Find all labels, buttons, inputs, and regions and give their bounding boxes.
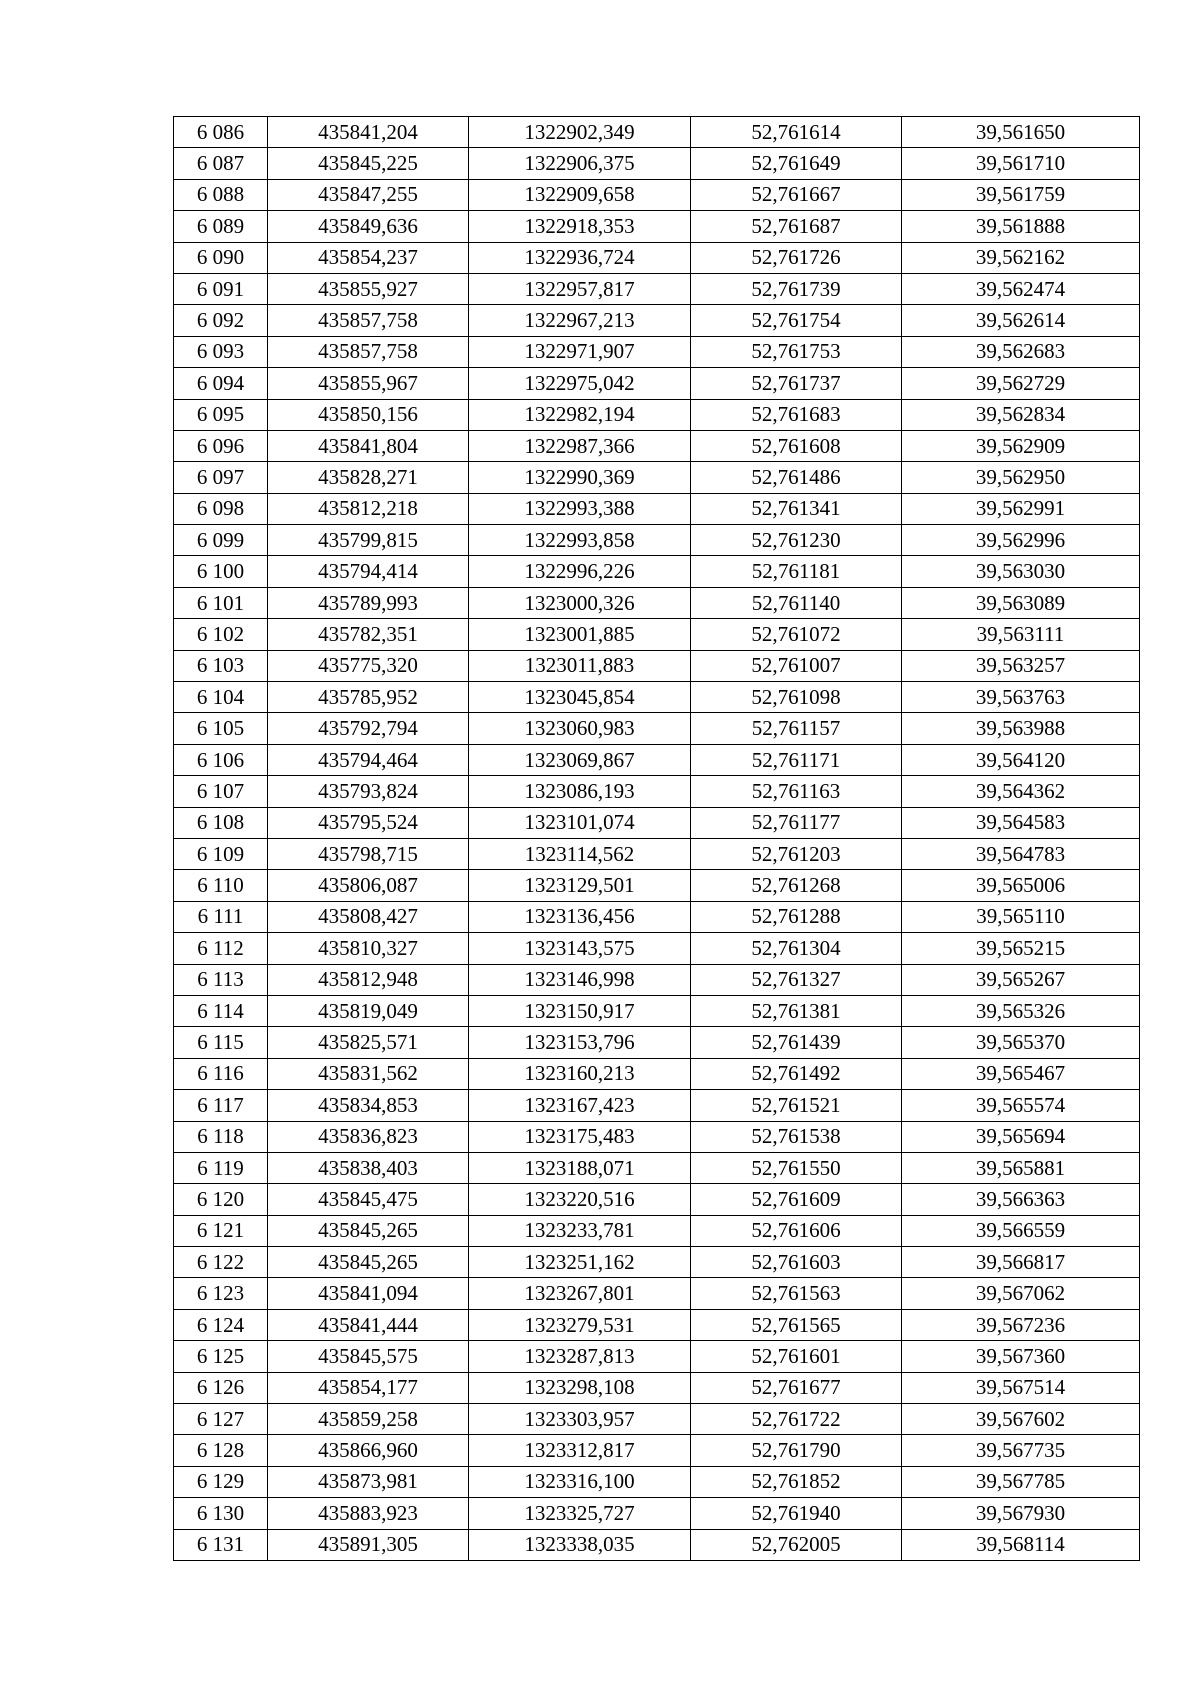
- table-row: [174, 1341, 1140, 1372]
- longitude-cell: 39,563988: [902, 713, 1140, 744]
- longitude-cell: 39,568114: [902, 1529, 1140, 1560]
- table-row: [174, 682, 1140, 713]
- x-coordinate-cell: 435845,225: [268, 148, 469, 179]
- x-coordinate-cell: 435836,823: [268, 1121, 469, 1152]
- point-number-cell: 6 104: [174, 682, 268, 713]
- x-coordinate-cell: 435891,305: [268, 1529, 469, 1560]
- x-coordinate-cell: 435854,237: [268, 242, 469, 273]
- x-coordinate-cell: 435794,464: [268, 744, 469, 775]
- latitude-cell: 52,761157: [691, 713, 902, 744]
- table-row: [174, 964, 1140, 995]
- y-coordinate-cell: 1323316,100: [469, 1466, 691, 1497]
- x-coordinate-cell: 435855,927: [268, 273, 469, 304]
- latitude-cell: 52,761230: [691, 525, 902, 556]
- latitude-cell: 52,761171: [691, 744, 902, 775]
- point-number-cell: 6 126: [174, 1372, 268, 1403]
- table-row: [174, 430, 1140, 461]
- y-coordinate-cell: 1322987,366: [469, 430, 691, 461]
- table-row: [174, 838, 1140, 869]
- table-row: [174, 995, 1140, 1026]
- x-coordinate-cell: 435841,204: [268, 117, 469, 148]
- table-row: [174, 399, 1140, 430]
- longitude-cell: 39,561710: [902, 148, 1140, 179]
- y-coordinate-cell: 1323338,035: [469, 1529, 691, 1560]
- longitude-cell: 39,564583: [902, 807, 1140, 838]
- table-row: [174, 1278, 1140, 1309]
- x-coordinate-cell: 435794,414: [268, 556, 469, 587]
- longitude-cell: 39,563030: [902, 556, 1140, 587]
- y-coordinate-cell: 1323160,213: [469, 1058, 691, 1089]
- x-coordinate-cell: 435857,758: [268, 305, 469, 336]
- y-coordinate-cell: 1323153,796: [469, 1027, 691, 1058]
- latitude-cell: 52,761852: [691, 1466, 902, 1497]
- longitude-cell: 39,565467: [902, 1058, 1140, 1089]
- longitude-cell: 39,564783: [902, 838, 1140, 869]
- latitude-cell: 52,761667: [691, 179, 902, 210]
- x-coordinate-cell: 435866,960: [268, 1435, 469, 1466]
- point-number-cell: 6 088: [174, 179, 268, 210]
- latitude-cell: 52,761341: [691, 493, 902, 524]
- y-coordinate-cell: 1322918,353: [469, 211, 691, 242]
- table-row: [174, 1090, 1140, 1121]
- longitude-cell: 39,566363: [902, 1184, 1140, 1215]
- longitude-cell: 39,565694: [902, 1121, 1140, 1152]
- table-row: [174, 1184, 1140, 1215]
- y-coordinate-cell: 1323287,813: [469, 1341, 691, 1372]
- table-row: [174, 242, 1140, 273]
- point-number-cell: 6 098: [174, 493, 268, 524]
- y-coordinate-cell: 1323188,071: [469, 1152, 691, 1183]
- table-row: [174, 713, 1140, 744]
- longitude-cell: 39,561759: [902, 179, 1140, 210]
- y-coordinate-cell: 1323251,162: [469, 1247, 691, 1278]
- x-coordinate-cell: 435855,967: [268, 368, 469, 399]
- y-coordinate-cell: 1322993,388: [469, 493, 691, 524]
- table-row: [174, 1247, 1140, 1278]
- table-row: [174, 273, 1140, 304]
- y-coordinate-cell: 1322996,226: [469, 556, 691, 587]
- table-row: [174, 556, 1140, 587]
- longitude-cell: 39,566817: [902, 1247, 1140, 1278]
- y-coordinate-cell: 1323114,562: [469, 838, 691, 869]
- longitude-cell: 39,564362: [902, 776, 1140, 807]
- point-number-cell: 6 106: [174, 744, 268, 775]
- longitude-cell: 39,562909: [902, 430, 1140, 461]
- latitude-cell: 52,761550: [691, 1152, 902, 1183]
- y-coordinate-cell: 1323045,854: [469, 682, 691, 713]
- table-row: [174, 744, 1140, 775]
- table-row: [174, 179, 1140, 210]
- y-coordinate-cell: 1323000,326: [469, 587, 691, 618]
- point-number-cell: 6 124: [174, 1309, 268, 1340]
- latitude-cell: 52,761288: [691, 901, 902, 932]
- longitude-cell: 39,562834: [902, 399, 1140, 430]
- y-coordinate-cell: 1322967,213: [469, 305, 691, 336]
- x-coordinate-cell: 435808,427: [268, 901, 469, 932]
- longitude-cell: 39,563111: [902, 619, 1140, 650]
- latitude-cell: 52,761737: [691, 368, 902, 399]
- y-coordinate-cell: 1322993,858: [469, 525, 691, 556]
- table-row: [174, 1121, 1140, 1152]
- x-coordinate-cell: 435838,403: [268, 1152, 469, 1183]
- y-coordinate-cell: 1322957,817: [469, 273, 691, 304]
- point-number-cell: 6 097: [174, 462, 268, 493]
- x-coordinate-cell: 435845,265: [268, 1247, 469, 1278]
- latitude-cell: 52,761163: [691, 776, 902, 807]
- point-number-cell: 6 093: [174, 336, 268, 367]
- point-number-cell: 6 105: [174, 713, 268, 744]
- latitude-cell: 52,761753: [691, 336, 902, 367]
- point-number-cell: 6 122: [174, 1247, 268, 1278]
- latitude-cell: 52,761606: [691, 1215, 902, 1246]
- x-coordinate-cell: 435873,981: [268, 1466, 469, 1497]
- point-number-cell: 6 113: [174, 964, 268, 995]
- table-row: [174, 1529, 1140, 1560]
- x-coordinate-cell: 435798,715: [268, 838, 469, 869]
- table-row: [174, 1215, 1140, 1246]
- x-coordinate-cell: 435841,804: [268, 430, 469, 461]
- table-row: [174, 493, 1140, 524]
- y-coordinate-cell: 1323298,108: [469, 1372, 691, 1403]
- latitude-cell: 52,761492: [691, 1058, 902, 1089]
- x-coordinate-cell: 435847,255: [268, 179, 469, 210]
- y-coordinate-cell: 1323086,193: [469, 776, 691, 807]
- point-number-cell: 6 121: [174, 1215, 268, 1246]
- point-number-cell: 6 109: [174, 838, 268, 869]
- longitude-cell: 39,562729: [902, 368, 1140, 399]
- table-row: [174, 368, 1140, 399]
- longitude-cell: 39,567735: [902, 1435, 1140, 1466]
- latitude-cell: 52,761268: [691, 870, 902, 901]
- coordinates-table-body: [174, 117, 1140, 1561]
- table-row: [174, 933, 1140, 964]
- y-coordinate-cell: 1323233,781: [469, 1215, 691, 1246]
- latitude-cell: 52,761677: [691, 1372, 902, 1403]
- table-row: [174, 525, 1140, 556]
- latitude-cell: 52,761754: [691, 305, 902, 336]
- table-row: [174, 211, 1140, 242]
- latitude-cell: 52,761486: [691, 462, 902, 493]
- x-coordinate-cell: 435883,923: [268, 1498, 469, 1529]
- point-number-cell: 6 100: [174, 556, 268, 587]
- table-row: [174, 1152, 1140, 1183]
- y-coordinate-cell: 1323143,575: [469, 933, 691, 964]
- x-coordinate-cell: 435819,049: [268, 995, 469, 1026]
- point-number-cell: 6 089: [174, 211, 268, 242]
- table-row: [174, 462, 1140, 493]
- latitude-cell: 52,761790: [691, 1435, 902, 1466]
- table-row: [174, 807, 1140, 838]
- point-number-cell: 6 116: [174, 1058, 268, 1089]
- x-coordinate-cell: 435845,475: [268, 1184, 469, 1215]
- x-coordinate-cell: 435812,218: [268, 493, 469, 524]
- latitude-cell: 52,761098: [691, 682, 902, 713]
- y-coordinate-cell: 1322936,724: [469, 242, 691, 273]
- longitude-cell: 39,567602: [902, 1404, 1140, 1435]
- y-coordinate-cell: 1323146,998: [469, 964, 691, 995]
- table-row: [174, 776, 1140, 807]
- point-number-cell: 6 128: [174, 1435, 268, 1466]
- y-coordinate-cell: 1323136,456: [469, 901, 691, 932]
- point-number-cell: 6 095: [174, 399, 268, 430]
- table-row: [174, 305, 1140, 336]
- latitude-cell: 52,761565: [691, 1309, 902, 1340]
- y-coordinate-cell: 1323279,531: [469, 1309, 691, 1340]
- point-number-cell: 6 103: [174, 650, 268, 681]
- longitude-cell: 39,567514: [902, 1372, 1140, 1403]
- longitude-cell: 39,561650: [902, 117, 1140, 148]
- y-coordinate-cell: 1323150,917: [469, 995, 691, 1026]
- x-coordinate-cell: 435810,327: [268, 933, 469, 964]
- y-coordinate-cell: 1323060,983: [469, 713, 691, 744]
- latitude-cell: 52,761609: [691, 1184, 902, 1215]
- y-coordinate-cell: 1323267,801: [469, 1278, 691, 1309]
- point-number-cell: 6 123: [174, 1278, 268, 1309]
- longitude-cell: 39,563089: [902, 587, 1140, 618]
- latitude-cell: 52,761614: [691, 117, 902, 148]
- x-coordinate-cell: 435845,265: [268, 1215, 469, 1246]
- y-coordinate-cell: 1323220,516: [469, 1184, 691, 1215]
- y-coordinate-cell: 1322990,369: [469, 462, 691, 493]
- y-coordinate-cell: 1323325,727: [469, 1498, 691, 1529]
- latitude-cell: 52,761722: [691, 1404, 902, 1435]
- point-number-cell: 6 120: [174, 1184, 268, 1215]
- y-coordinate-cell: 1323312,817: [469, 1435, 691, 1466]
- point-number-cell: 6 111: [174, 901, 268, 932]
- y-coordinate-cell: 1322982,194: [469, 399, 691, 430]
- point-number-cell: 6 119: [174, 1152, 268, 1183]
- y-coordinate-cell: 1322906,375: [469, 148, 691, 179]
- longitude-cell: 39,562991: [902, 493, 1140, 524]
- point-number-cell: 6 125: [174, 1341, 268, 1372]
- x-coordinate-cell: 435825,571: [268, 1027, 469, 1058]
- longitude-cell: 39,567360: [902, 1341, 1140, 1372]
- latitude-cell: 52,761304: [691, 933, 902, 964]
- latitude-cell: 52,761649: [691, 148, 902, 179]
- longitude-cell: 39,565881: [902, 1152, 1140, 1183]
- x-coordinate-cell: 435806,087: [268, 870, 469, 901]
- y-coordinate-cell: 1323167,423: [469, 1090, 691, 1121]
- table-row: [174, 901, 1140, 932]
- point-number-cell: 6 086: [174, 117, 268, 148]
- point-number-cell: 6 090: [174, 242, 268, 273]
- x-coordinate-cell: 435792,794: [268, 713, 469, 744]
- point-number-cell: 6 094: [174, 368, 268, 399]
- table-row: [174, 1435, 1140, 1466]
- x-coordinate-cell: 435831,562: [268, 1058, 469, 1089]
- point-number-cell: 6 101: [174, 587, 268, 618]
- point-number-cell: 6 108: [174, 807, 268, 838]
- x-coordinate-cell: 435834,853: [268, 1090, 469, 1121]
- y-coordinate-cell: 1322975,042: [469, 368, 691, 399]
- point-number-cell: 6 130: [174, 1498, 268, 1529]
- table-row: [174, 148, 1140, 179]
- longitude-cell: 39,566559: [902, 1215, 1140, 1246]
- table-row: [174, 587, 1140, 618]
- latitude-cell: 52,762005: [691, 1529, 902, 1560]
- latitude-cell: 52,761381: [691, 995, 902, 1026]
- latitude-cell: 52,761683: [691, 399, 902, 430]
- latitude-cell: 52,761521: [691, 1090, 902, 1121]
- x-coordinate-cell: 435828,271: [268, 462, 469, 493]
- point-number-cell: 6 096: [174, 430, 268, 461]
- latitude-cell: 52,761608: [691, 430, 902, 461]
- coordinates-table: [173, 116, 1140, 1561]
- latitude-cell: 52,761007: [691, 650, 902, 681]
- table-row: [174, 1309, 1140, 1340]
- table-row: [174, 1466, 1140, 1497]
- y-coordinate-cell: 1322902,349: [469, 117, 691, 148]
- longitude-cell: 39,563763: [902, 682, 1140, 713]
- x-coordinate-cell: 435799,815: [268, 525, 469, 556]
- point-number-cell: 6 129: [174, 1466, 268, 1497]
- longitude-cell: 39,565326: [902, 995, 1140, 1026]
- point-number-cell: 6 115: [174, 1027, 268, 1058]
- latitude-cell: 52,761739: [691, 273, 902, 304]
- latitude-cell: 52,761563: [691, 1278, 902, 1309]
- latitude-cell: 52,761687: [691, 211, 902, 242]
- longitude-cell: 39,565574: [902, 1090, 1140, 1121]
- longitude-cell: 39,565215: [902, 933, 1140, 964]
- point-number-cell: 6 102: [174, 619, 268, 650]
- latitude-cell: 52,761181: [691, 556, 902, 587]
- longitude-cell: 39,565110: [902, 901, 1140, 932]
- x-coordinate-cell: 435849,636: [268, 211, 469, 242]
- x-coordinate-cell: 435841,444: [268, 1309, 469, 1340]
- table-row: [174, 1404, 1140, 1435]
- table-row: [174, 650, 1140, 681]
- y-coordinate-cell: 1323001,885: [469, 619, 691, 650]
- latitude-cell: 52,761327: [691, 964, 902, 995]
- longitude-cell: 39,567785: [902, 1466, 1140, 1497]
- table-row: [174, 1372, 1140, 1403]
- x-coordinate-cell: 435775,320: [268, 650, 469, 681]
- longitude-cell: 39,564120: [902, 744, 1140, 775]
- point-number-cell: 6 127: [174, 1404, 268, 1435]
- longitude-cell: 39,565370: [902, 1027, 1140, 1058]
- y-coordinate-cell: 1323069,867: [469, 744, 691, 775]
- latitude-cell: 52,761601: [691, 1341, 902, 1372]
- longitude-cell: 39,565267: [902, 964, 1140, 995]
- table-row: [174, 336, 1140, 367]
- latitude-cell: 52,761140: [691, 587, 902, 618]
- point-number-cell: 6 092: [174, 305, 268, 336]
- latitude-cell: 52,761177: [691, 807, 902, 838]
- latitude-cell: 52,761203: [691, 838, 902, 869]
- longitude-cell: 39,565006: [902, 870, 1140, 901]
- y-coordinate-cell: 1322909,658: [469, 179, 691, 210]
- x-coordinate-cell: 435795,524: [268, 807, 469, 838]
- longitude-cell: 39,562996: [902, 525, 1140, 556]
- point-number-cell: 6 110: [174, 870, 268, 901]
- longitude-cell: 39,567236: [902, 1309, 1140, 1340]
- table-row: [174, 117, 1140, 148]
- x-coordinate-cell: 435841,094: [268, 1278, 469, 1309]
- table-row: [174, 1498, 1140, 1529]
- latitude-cell: 52,761940: [691, 1498, 902, 1529]
- y-coordinate-cell: 1323101,074: [469, 807, 691, 838]
- x-coordinate-cell: 435782,351: [268, 619, 469, 650]
- longitude-cell: 39,562683: [902, 336, 1140, 367]
- x-coordinate-cell: 435854,177: [268, 1372, 469, 1403]
- x-coordinate-cell: 435857,758: [268, 336, 469, 367]
- table-row: [174, 1058, 1140, 1089]
- point-number-cell: 6 099: [174, 525, 268, 556]
- x-coordinate-cell: 435785,952: [268, 682, 469, 713]
- latitude-cell: 52,761603: [691, 1247, 902, 1278]
- x-coordinate-cell: 435789,993: [268, 587, 469, 618]
- point-number-cell: 6 114: [174, 995, 268, 1026]
- latitude-cell: 52,761538: [691, 1121, 902, 1152]
- y-coordinate-cell: 1323175,483: [469, 1121, 691, 1152]
- longitude-cell: 39,562162: [902, 242, 1140, 273]
- point-number-cell: 6 087: [174, 148, 268, 179]
- longitude-cell: 39,562474: [902, 273, 1140, 304]
- y-coordinate-cell: 1323129,501: [469, 870, 691, 901]
- longitude-cell: 39,561888: [902, 211, 1140, 242]
- longitude-cell: 39,567930: [902, 1498, 1140, 1529]
- point-number-cell: 6 112: [174, 933, 268, 964]
- point-number-cell: 6 117: [174, 1090, 268, 1121]
- point-number-cell: 6 107: [174, 776, 268, 807]
- x-coordinate-cell: 435793,824: [268, 776, 469, 807]
- y-coordinate-cell: 1323011,883: [469, 650, 691, 681]
- longitude-cell: 39,562614: [902, 305, 1140, 336]
- longitude-cell: 39,562950: [902, 462, 1140, 493]
- point-number-cell: 6 118: [174, 1121, 268, 1152]
- x-coordinate-cell: 435859,258: [268, 1404, 469, 1435]
- y-coordinate-cell: 1323303,957: [469, 1404, 691, 1435]
- longitude-cell: 39,563257: [902, 650, 1140, 681]
- y-coordinate-cell: 1322971,907: [469, 336, 691, 367]
- latitude-cell: 52,761439: [691, 1027, 902, 1058]
- table-row: [174, 619, 1140, 650]
- table-row: [174, 1027, 1140, 1058]
- x-coordinate-cell: 435812,948: [268, 964, 469, 995]
- x-coordinate-cell: 435845,575: [268, 1341, 469, 1372]
- point-number-cell: 6 091: [174, 273, 268, 304]
- latitude-cell: 52,761726: [691, 242, 902, 273]
- table-row: [174, 870, 1140, 901]
- latitude-cell: 52,761072: [691, 619, 902, 650]
- point-number-cell: 6 131: [174, 1529, 268, 1560]
- longitude-cell: 39,567062: [902, 1278, 1140, 1309]
- x-coordinate-cell: 435850,156: [268, 399, 469, 430]
